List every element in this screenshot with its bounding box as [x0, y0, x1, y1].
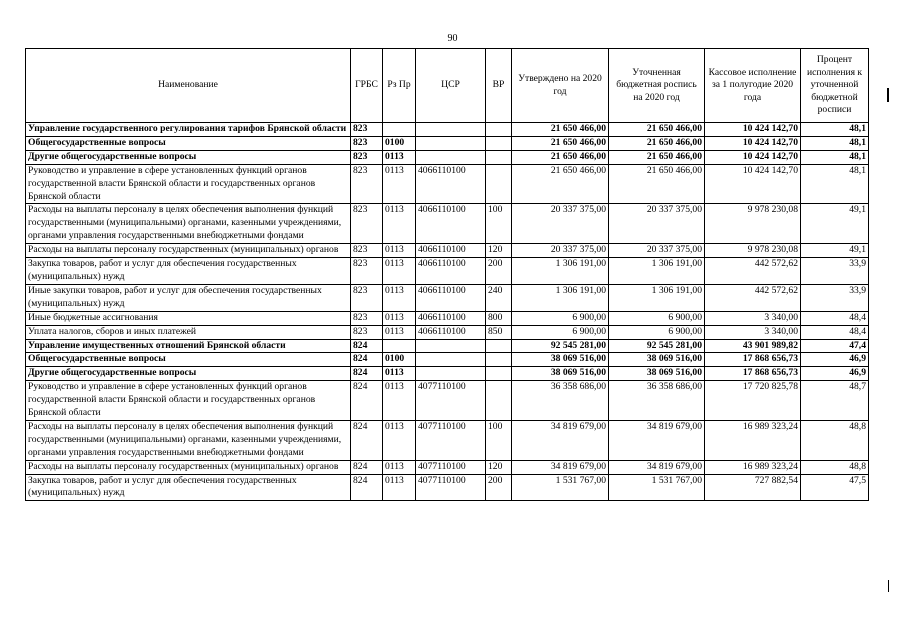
cell-name: Управление государственного регулирования тарифов Брянской области: [26, 123, 351, 137]
cell-vr: 800: [486, 311, 512, 325]
table-row: [26, 339, 869, 353]
cell-rzpr: 0113: [383, 325, 416, 339]
cell-approved: 21 650 466,00: [512, 123, 609, 137]
header-percent: Процент исполнения к уточненной бюджетной росписи: [801, 49, 869, 123]
table-row: [26, 258, 869, 285]
cell-grbs: 823: [351, 325, 383, 339]
cell-refined: 34 819 679,00: [609, 420, 705, 460]
margin-mark: [887, 88, 889, 102]
cell-approved: 6 900,00: [512, 325, 609, 339]
cell-approved: 20 337 375,00: [512, 244, 609, 258]
cell-csr: 4066110100: [416, 164, 486, 204]
cell-percent: 49,1: [801, 204, 869, 244]
table-header-row: [26, 49, 869, 123]
cell-cash: 10 424 142,70: [705, 150, 801, 164]
cell-percent: 33,9: [801, 284, 869, 311]
cell-vr: [486, 367, 512, 381]
table-row: [26, 460, 869, 474]
header-csr: ЦСР: [416, 49, 486, 123]
cell-refined: 36 358 686,00: [609, 381, 705, 421]
cell-approved: 34 819 679,00: [512, 460, 609, 474]
cell-grbs: 823: [351, 123, 383, 137]
cell-cash: 9 978 230,08: [705, 244, 801, 258]
cell-grbs: 823: [351, 244, 383, 258]
cell-approved: 1 306 191,00: [512, 258, 609, 285]
table-row: [26, 474, 869, 501]
cell-cash: 16 989 323,24: [705, 420, 801, 460]
cell-vr: 240: [486, 284, 512, 311]
table-row: [26, 367, 869, 381]
cell-refined: 21 650 466,00: [609, 164, 705, 204]
header-name: Наименование: [26, 49, 351, 123]
cell-vr: [486, 353, 512, 367]
cell-csr: 4066110100: [416, 311, 486, 325]
cell-percent: 46,9: [801, 353, 869, 367]
cell-percent: 47,5: [801, 474, 869, 501]
cell-csr: [416, 367, 486, 381]
cell-cash: 10 424 142,70: [705, 123, 801, 137]
cell-grbs: 823: [351, 284, 383, 311]
cell-rzpr: 0113: [383, 150, 416, 164]
cell-csr: 4066110100: [416, 244, 486, 258]
cell-percent: 48,7: [801, 381, 869, 421]
cell-name: Расходы на выплаты персоналу в целях обеспечения выполнения функций государственными (муниципальными) органами, казенными учреждениями, органами управления государственными внебюджетными фондами: [26, 204, 351, 244]
table-row: [26, 420, 869, 460]
cell-approved: 21 650 466,00: [512, 150, 609, 164]
cell-cash: 3 340,00: [705, 311, 801, 325]
cell-refined: 1 306 191,00: [609, 284, 705, 311]
cell-cash: 727 882,54: [705, 474, 801, 501]
cell-rzpr: [383, 123, 416, 137]
cell-grbs: 823: [351, 150, 383, 164]
cell-csr: 4077110100: [416, 474, 486, 501]
cell-grbs: 824: [351, 460, 383, 474]
cell-percent: 48,1: [801, 136, 869, 150]
cell-name: Закупка товаров, работ и услуг для обеспечения государственных (муниципальных) нужд: [26, 474, 351, 501]
cell-approved: 36 358 686,00: [512, 381, 609, 421]
cell-refined: 6 900,00: [609, 325, 705, 339]
cell-csr: 4066110100: [416, 325, 486, 339]
cell-rzpr: 0113: [383, 244, 416, 258]
cell-rzpr: 0113: [383, 367, 416, 381]
cell-percent: 46,9: [801, 367, 869, 381]
cell-grbs: 823: [351, 258, 383, 285]
cell-percent: 48,1: [801, 150, 869, 164]
cell-refined: 1 306 191,00: [609, 258, 705, 285]
cell-name: Руководство и управление в сфере установленных функций органов государственной власти Брянской области и государственных органов Брянской области: [26, 164, 351, 204]
cell-csr: [416, 150, 486, 164]
cell-percent: 49,1: [801, 244, 869, 258]
header-approved: Утверждено на 2020 год: [512, 49, 609, 123]
cell-vr: [486, 381, 512, 421]
cell-refined: 20 337 375,00: [609, 204, 705, 244]
cell-vr: 200: [486, 474, 512, 501]
cell-cash: 10 424 142,70: [705, 136, 801, 150]
cell-rzpr: 0113: [383, 381, 416, 421]
cell-csr: [416, 136, 486, 150]
cell-vr: [486, 339, 512, 353]
cell-grbs: 823: [351, 136, 383, 150]
cell-percent: 48,8: [801, 460, 869, 474]
cell-name: Общегосударственные вопросы: [26, 353, 351, 367]
cell-percent: 47,4: [801, 339, 869, 353]
cell-vr: 100: [486, 204, 512, 244]
cell-cash: 17 868 656,73: [705, 367, 801, 381]
cell-approved: 20 337 375,00: [512, 204, 609, 244]
header-grbs: ГРБС: [351, 49, 383, 123]
cell-rzpr: 0113: [383, 311, 416, 325]
cell-name: Управление имущественных отношений Брянской области: [26, 339, 351, 353]
cell-cash: 442 572,62: [705, 284, 801, 311]
cell-name: Расходы на выплаты персоналу государственных (муниципальных) органов: [26, 460, 351, 474]
cell-name: Закупка товаров, работ и услуг для обеспечения государственных (муниципальных) нужд: [26, 258, 351, 285]
cell-grbs: 824: [351, 381, 383, 421]
cell-refined: 20 337 375,00: [609, 244, 705, 258]
cell-csr: [416, 353, 486, 367]
cell-refined: 1 531 767,00: [609, 474, 705, 501]
cell-csr: 4077110100: [416, 460, 486, 474]
cell-vr: [486, 150, 512, 164]
cell-percent: 48,4: [801, 325, 869, 339]
header-vr: ВР: [486, 49, 512, 123]
cell-name: Уплата налогов, сборов и иных платежей: [26, 325, 351, 339]
cell-grbs: 824: [351, 367, 383, 381]
cell-refined: 92 545 281,00: [609, 339, 705, 353]
cell-csr: 4066110100: [416, 284, 486, 311]
cell-rzpr: 0100: [383, 353, 416, 367]
cell-csr: [416, 123, 486, 137]
cell-csr: 4066110100: [416, 204, 486, 244]
header-refined: Уточненная бюджетная роспись на 2020 год: [609, 49, 705, 123]
cell-name: Общегосударственные вопросы: [26, 136, 351, 150]
margin-mark: [888, 580, 889, 592]
cell-approved: 1 306 191,00: [512, 284, 609, 311]
cell-csr: [416, 339, 486, 353]
cell-percent: 48,8: [801, 420, 869, 460]
cell-grbs: 824: [351, 420, 383, 460]
cell-vr: 200: [486, 258, 512, 285]
cell-refined: 38 069 516,00: [609, 367, 705, 381]
header-cash: Кассовое исполнение за 1 полугодие 2020 года: [705, 49, 801, 123]
cell-refined: 21 650 466,00: [609, 123, 705, 137]
cell-percent: 48,4: [801, 311, 869, 325]
cell-rzpr: 0100: [383, 136, 416, 150]
table-row: [26, 123, 869, 137]
cell-rzpr: 0113: [383, 204, 416, 244]
cell-cash: 442 572,62: [705, 258, 801, 285]
cell-rzpr: 0113: [383, 420, 416, 460]
cell-cash: 9 978 230,08: [705, 204, 801, 244]
cell-rzpr: [383, 339, 416, 353]
cell-approved: 92 545 281,00: [512, 339, 609, 353]
table-row: [26, 204, 869, 244]
cell-refined: 21 650 466,00: [609, 136, 705, 150]
cell-percent: 48,1: [801, 164, 869, 204]
cell-name: Руководство и управление в сфере установленных функций органов государственной власти Брянской области и государственных органов Брянской области: [26, 381, 351, 421]
cell-name: Другие общегосударственные вопросы: [26, 150, 351, 164]
cell-rzpr: 0113: [383, 460, 416, 474]
cell-rzpr: 0113: [383, 164, 416, 204]
table-row: [26, 136, 869, 150]
table-row: [26, 150, 869, 164]
cell-csr: 4066110100: [416, 258, 486, 285]
cell-name: Иные бюджетные ассигнования: [26, 311, 351, 325]
cell-csr: 4077110100: [416, 381, 486, 421]
cell-approved: 21 650 466,00: [512, 164, 609, 204]
cell-percent: 48,1: [801, 123, 869, 137]
cell-rzpr: 0113: [383, 258, 416, 285]
cell-cash: 17 720 825,78: [705, 381, 801, 421]
cell-refined: 34 819 679,00: [609, 460, 705, 474]
cell-vr: [486, 123, 512, 137]
cell-cash: 16 989 323,24: [705, 460, 801, 474]
table-row: [26, 311, 869, 325]
table-row: [26, 381, 869, 421]
cell-name: Другие общегосударственные вопросы: [26, 367, 351, 381]
cell-vr: 120: [486, 244, 512, 258]
table-row: [26, 325, 869, 339]
table-row: [26, 244, 869, 258]
cell-vr: [486, 136, 512, 150]
cell-vr: 850: [486, 325, 512, 339]
cell-grbs: 824: [351, 339, 383, 353]
budget-execution-table: [25, 48, 869, 501]
cell-refined: 38 069 516,00: [609, 353, 705, 367]
cell-name: Расходы на выплаты персоналу в целях обеспечения выполнения функций государственными (муниципальными) органами, казенными учреждениями, органами управления государственными внебюджетными фондами: [26, 420, 351, 460]
cell-cash: 3 340,00: [705, 325, 801, 339]
cell-grbs: 824: [351, 353, 383, 367]
cell-grbs: 824: [351, 474, 383, 501]
cell-approved: 38 069 516,00: [512, 353, 609, 367]
cell-csr: 4077110100: [416, 420, 486, 460]
cell-name: Иные закупки товаров, работ и услуг для обеспечения государственных (муниципальных) нужд: [26, 284, 351, 311]
cell-cash: 43 901 989,82: [705, 339, 801, 353]
cell-approved: 34 819 679,00: [512, 420, 609, 460]
cell-name: Расходы на выплаты персоналу государственных (муниципальных) органов: [26, 244, 351, 258]
cell-approved: 6 900,00: [512, 311, 609, 325]
cell-approved: 1 531 767,00: [512, 474, 609, 501]
page-number: 90: [447, 33, 458, 44]
cell-rzpr: 0113: [383, 474, 416, 501]
cell-refined: 6 900,00: [609, 311, 705, 325]
cell-approved: 38 069 516,00: [512, 367, 609, 381]
table-row: [26, 284, 869, 311]
cell-grbs: 823: [351, 204, 383, 244]
cell-cash: 10 424 142,70: [705, 164, 801, 204]
cell-vr: 100: [486, 420, 512, 460]
cell-grbs: 823: [351, 311, 383, 325]
cell-vr: 120: [486, 460, 512, 474]
table-row: [26, 353, 869, 367]
table-row: [26, 164, 869, 204]
cell-approved: 21 650 466,00: [512, 136, 609, 150]
cell-cash: 17 868 656,73: [705, 353, 801, 367]
cell-grbs: 823: [351, 164, 383, 204]
cell-refined: 21 650 466,00: [609, 150, 705, 164]
cell-vr: [486, 164, 512, 204]
cell-rzpr: 0113: [383, 284, 416, 311]
cell-percent: 33,9: [801, 258, 869, 285]
header-rzpr: Рз Пр: [383, 49, 416, 123]
